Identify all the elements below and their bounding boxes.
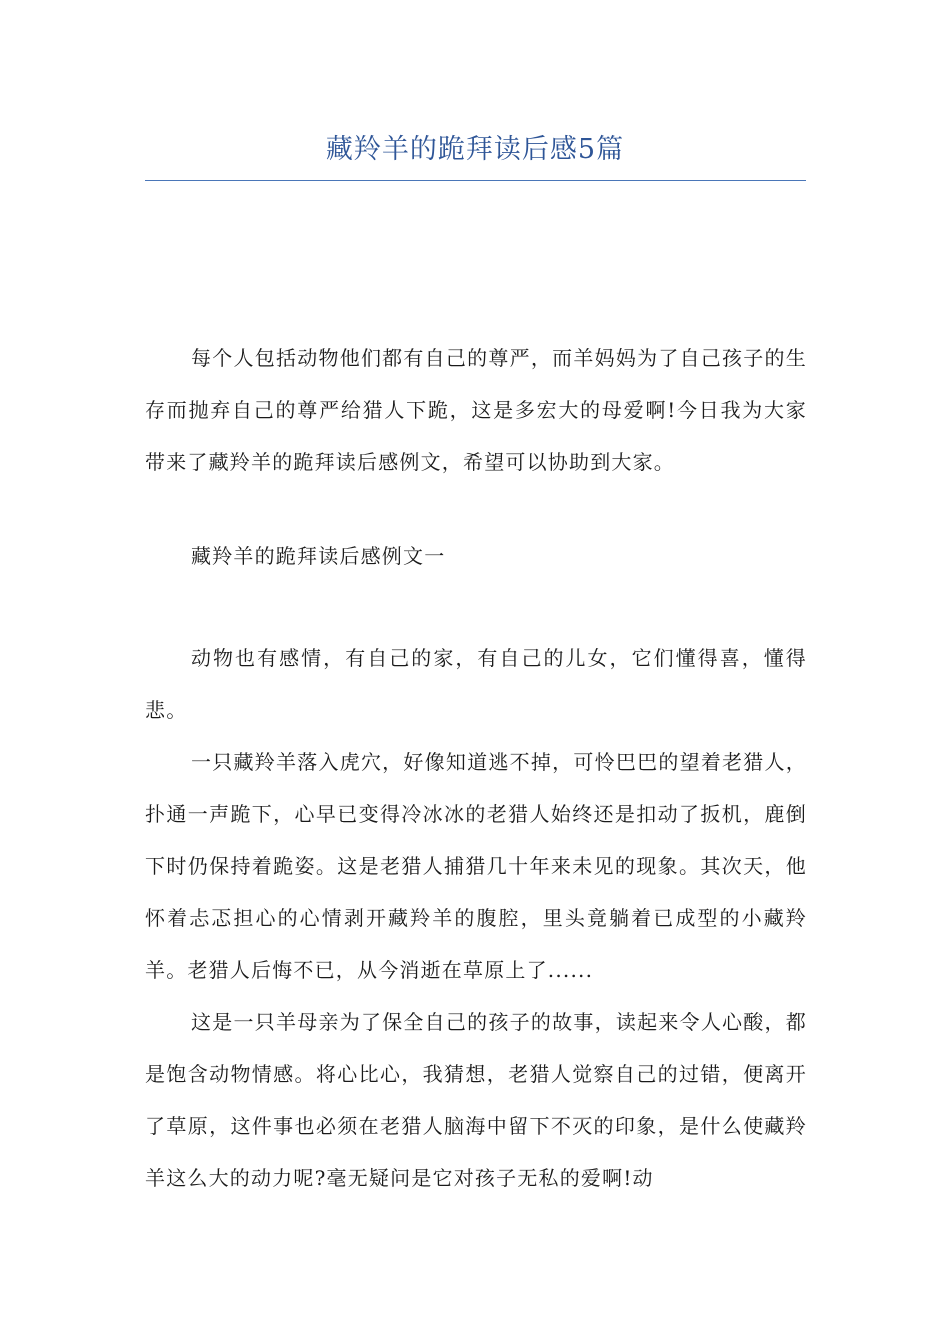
body-paragraph: 动物也有感情，有自己的家，有自己的儿女，它们懂得喜，懂得悲。 (145, 646, 807, 722)
intro-paragraph: 每个人包括动物他们都有自己的尊严，而羊妈妈为了自己孩子的生存而抛弃自己的尊严给猎人下跪，这是多宏大的母爱啊!今日我为大家带来了藏羚羊的跪拜读后感例文，希望可以协助到大家。 (145, 346, 807, 474)
section-heading: 藏羚羊的跪拜读后感例文一 (191, 544, 446, 568)
document-title: 藏羚羊的跪拜读后感5篇 (325, 134, 625, 165)
intro-section (145, 332, 807, 488)
title-underline (145, 180, 806, 181)
body-paragraph: 一只藏羚羊落入虎穴，好像知道逃不掉，可怜巴巴的望着老猎人，扑通一声跪下，心早已变得冷冰冰的老猎人始终还是扣动了扳机，鹿倒下时仍保持着跪姿。这是老猎人捕猎几十年来未见的现象。其次天，他怀着忐忑担心的心情剥开藏羚羊的腹腔，里头竟躺着已成型的小藏羚羊。老猎人后悔不已，从今消逝在草原上了...... (145, 750, 807, 982)
section-heading-block (145, 530, 807, 582)
body-paragraph: 这是一只羊母亲为了保全自己的孩子的故事，读起来令人心酸，都是饱含动物情感。将心比心，我猜想，老猎人觉察自己的过错，便离开了草原，这件事也必须在老猎人脑海中留下不灭的印象，是什么使藏羚羊这么大的动力呢?毫无疑问是它对孩子无私的爱啊!动 (145, 1010, 807, 1190)
article-body (145, 632, 807, 1204)
